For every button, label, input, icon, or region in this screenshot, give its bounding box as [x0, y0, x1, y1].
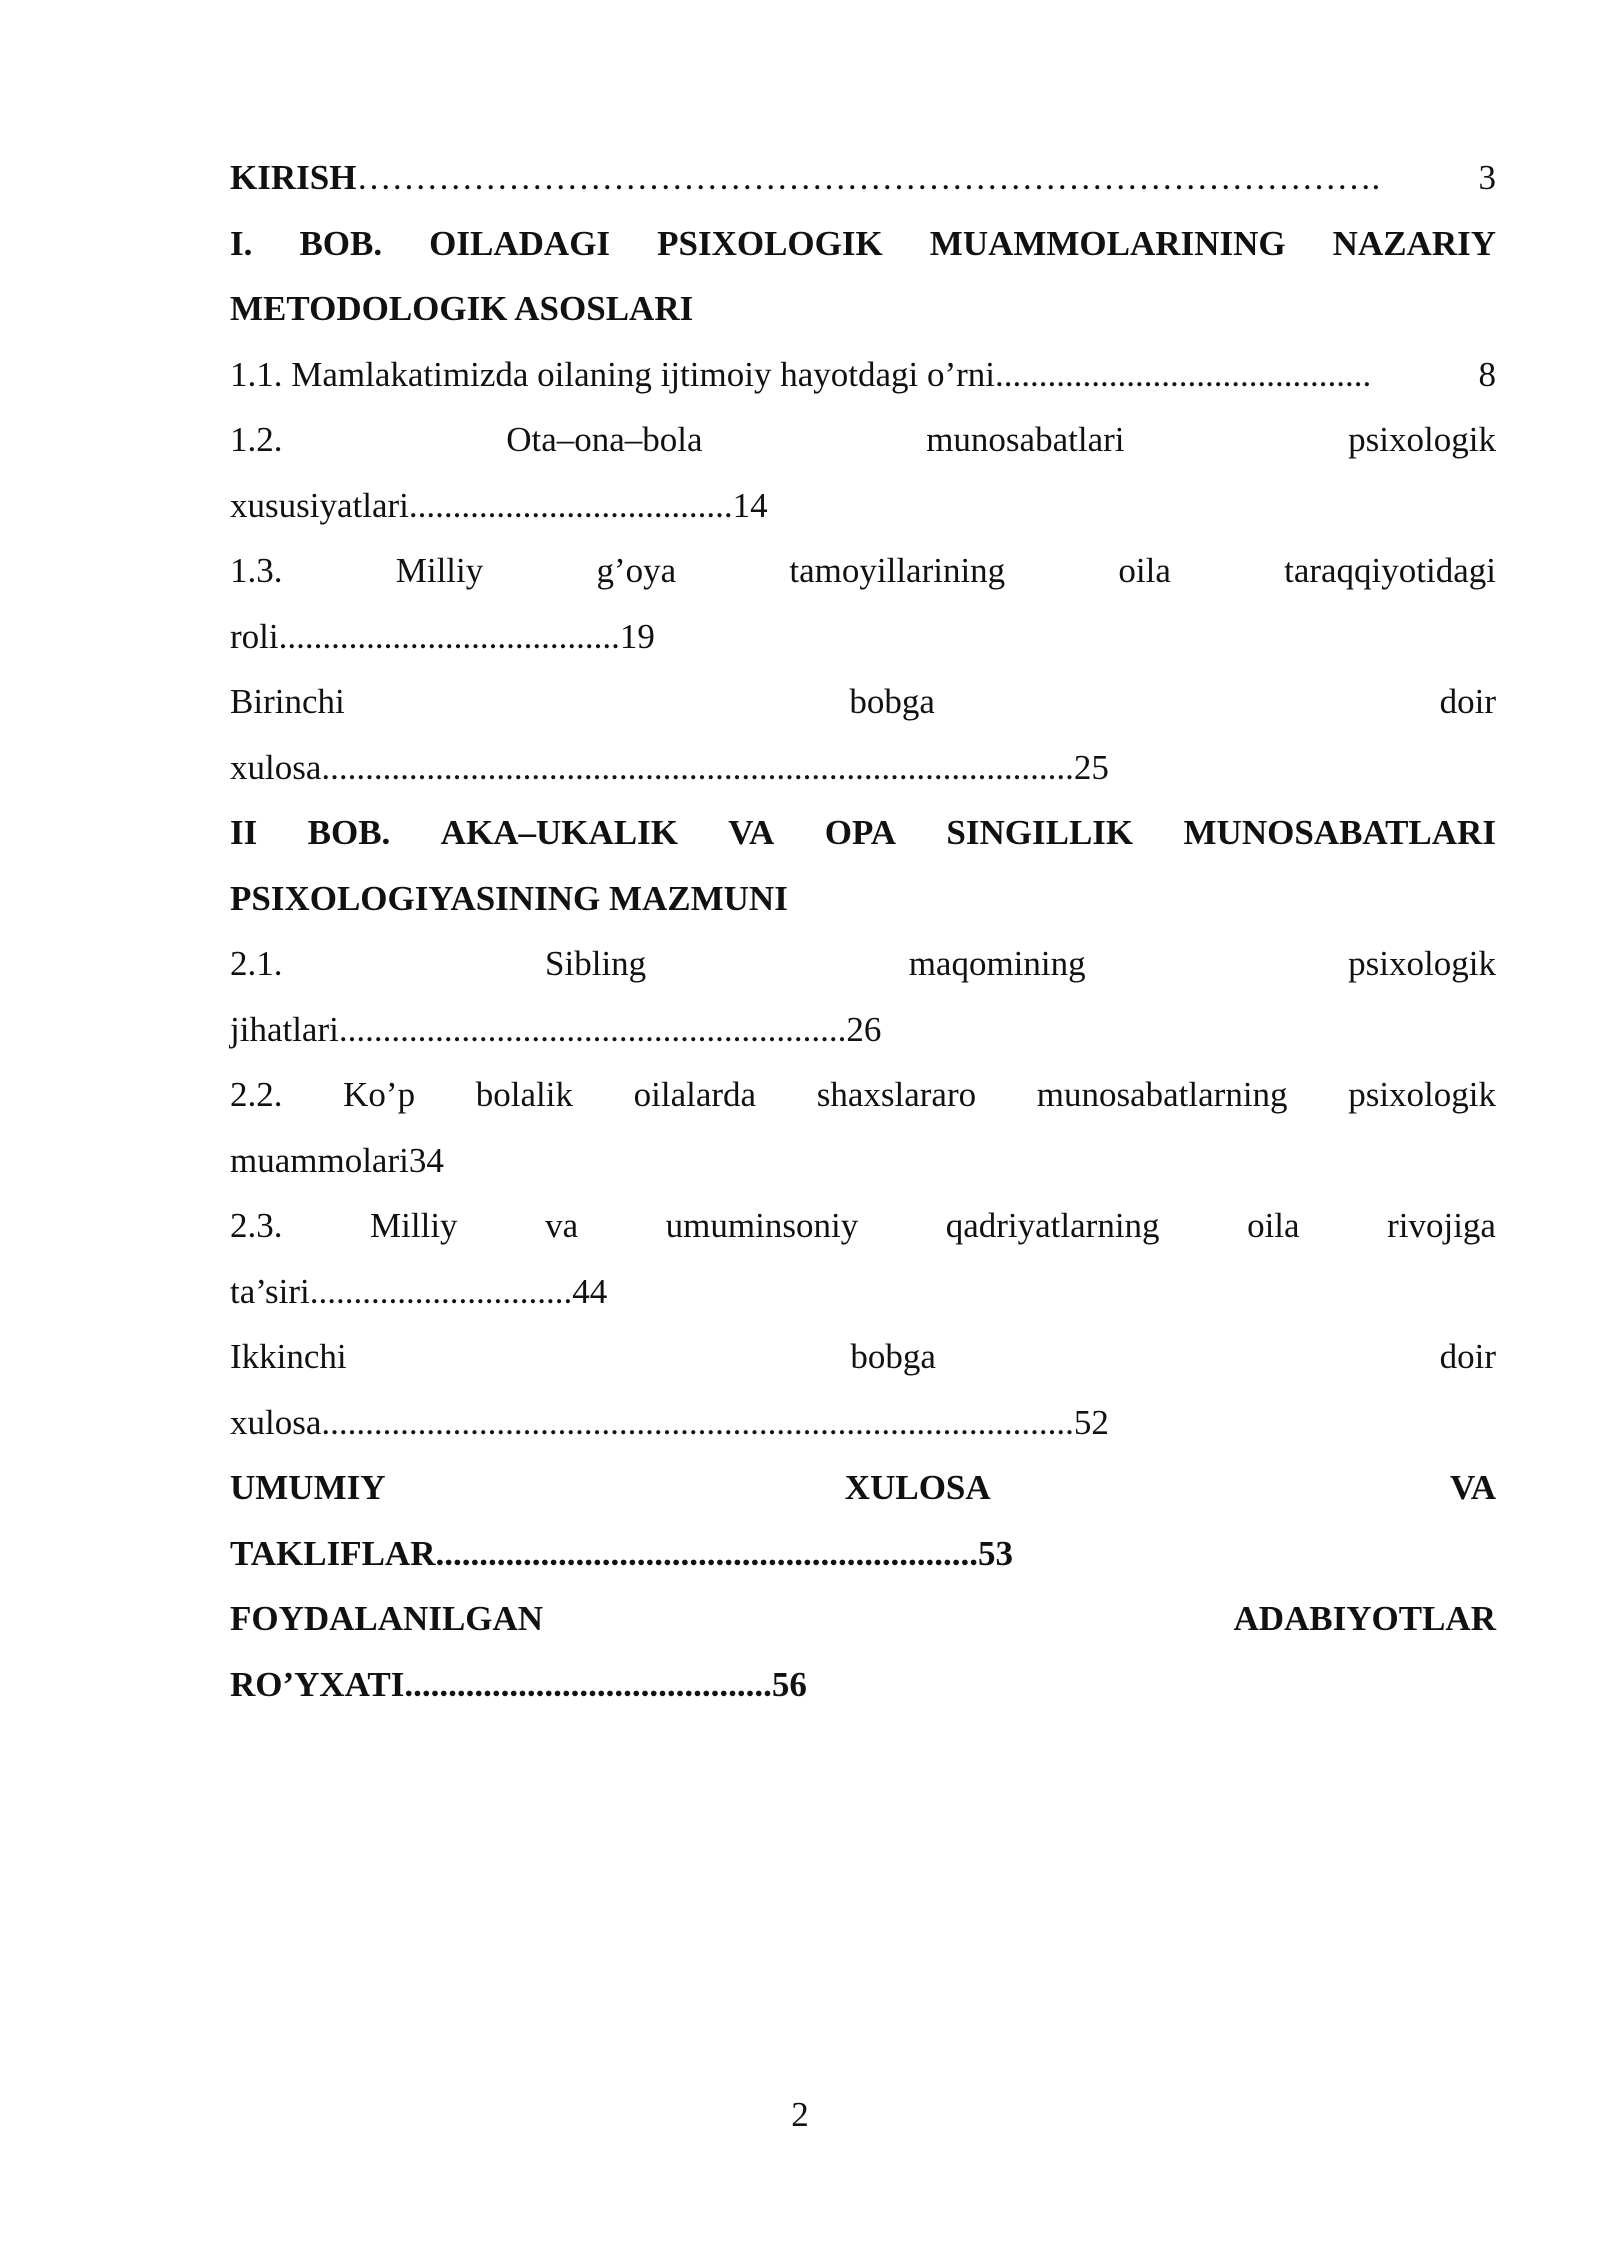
toc-page-number: 52	[1073, 1402, 1109, 1442]
toc-chapter2-title-cont: PSIXOLOGIYASINING MAZMUNI	[230, 878, 788, 918]
toc-entry-1-1	[230, 342, 1496, 408]
toc-word: 2.2.	[230, 1075, 283, 1114]
toc-word: BOB.	[307, 813, 391, 852]
toc-chapter1-title	[230, 211, 1496, 277]
toc-word: OILADAGI	[429, 223, 611, 263]
toc-word: psixologik	[1348, 944, 1496, 983]
toc-word: OPA	[824, 813, 897, 852]
toc-word: oilalarda	[633, 1075, 757, 1114]
toc-word: doir	[1439, 682, 1496, 721]
toc-word: va	[545, 1206, 579, 1245]
toc-entry-label: jihatlari	[230, 1009, 339, 1049]
toc-entry-1-3	[230, 538, 1496, 604]
toc-entry-label: 1.1. Mamlakatimizda oilaning ijtimoiy hayotdagi o’rni	[230, 354, 995, 394]
toc-word: FOYDALANILGAN	[230, 1599, 544, 1638]
toc-entry-label: xulosa	[230, 1402, 322, 1442]
toc-word: qadriyatlarning	[945, 1206, 1160, 1245]
toc-word: shaxslararo	[816, 1075, 977, 1114]
toc-leader-dots: ..............................................................	[435, 1533, 978, 1573]
toc-word: psixologik	[1348, 420, 1496, 459]
toc-word: tamoyillarining	[789, 551, 1006, 590]
toc-entry-c1-conclusion-cont	[230, 735, 1496, 801]
toc-entry-label: TAKLIFLAR	[230, 1533, 436, 1573]
toc-word: oila	[1118, 551, 1171, 590]
toc-entry-label: roli	[230, 616, 279, 656]
toc-word: Ikkinchi	[230, 1337, 347, 1376]
toc-word: BOB.	[299, 223, 383, 263]
toc-entry-2-3	[230, 1193, 1496, 1259]
toc-word: 2.3.	[230, 1206, 283, 1245]
toc-word: doir	[1439, 1337, 1496, 1376]
toc-word: II	[230, 813, 258, 852]
toc-page-number: 19	[619, 616, 655, 656]
toc-entry-2-1-cont	[230, 997, 1496, 1063]
toc-entry-general-conclusion-cont	[230, 1521, 1496, 1587]
toc-entry-1-2	[230, 407, 1496, 473]
toc-entry-label: xususiyatlari	[230, 485, 409, 525]
toc-word: bobga	[850, 1337, 936, 1376]
toc-word: 2.1.	[230, 944, 283, 983]
toc-entry-2-2-cont: muammolari34	[230, 1140, 444, 1180]
toc-chapter2-title	[230, 800, 1496, 866]
table-of-contents	[230, 145, 1496, 1717]
toc-entry-general-conclusion	[230, 1455, 1496, 1521]
toc-word: bolalik	[475, 1075, 573, 1114]
toc-entry-c2-conclusion	[230, 1324, 1496, 1390]
toc-entry-references-cont	[230, 1652, 1496, 1718]
toc-word: rivojiga	[1387, 1206, 1496, 1245]
toc-entry-2-2	[230, 1062, 1496, 1128]
toc-word: maqomining	[908, 944, 1086, 983]
toc-word: I.	[230, 223, 253, 263]
page-number: 2	[791, 2095, 809, 2134]
toc-word: 1.3.	[230, 551, 283, 590]
toc-page-number: 44	[572, 1271, 608, 1311]
toc-word: VA	[1449, 1468, 1496, 1507]
toc-entry-label: KIRISH	[230, 158, 357, 197]
toc-word: PSIXOLOGIK	[657, 223, 883, 263]
toc-word: Milliy	[370, 1206, 458, 1245]
toc-word: UMUMIY	[230, 1468, 386, 1507]
toc-page-number: 14	[732, 485, 768, 525]
toc-entry-kirish	[230, 145, 1496, 211]
toc-word: munosabatlari	[926, 420, 1125, 459]
toc-word: MUAMMOLARINING	[929, 223, 1286, 263]
toc-word: oila	[1247, 1206, 1300, 1245]
toc-leader-dots: ..........................................................	[338, 1009, 847, 1049]
toc-entry-2-3-cont	[230, 1259, 1496, 1325]
toc-word: Ota–ona–bola	[506, 420, 703, 459]
toc-word: munosabatlarning	[1036, 1075, 1288, 1114]
toc-entry-label: RO’YXATI	[230, 1664, 405, 1704]
toc-entry-1-2-cont	[230, 473, 1496, 539]
toc-entry-references	[230, 1586, 1496, 1652]
toc-entry-label: xulosa	[230, 747, 322, 787]
toc-word: VA	[728, 813, 775, 852]
toc-page-number: 3	[1478, 158, 1496, 197]
toc-leader-dots: …………………………………………………………………………….	[356, 158, 1381, 197]
toc-word: ADABIYOTLAR	[1233, 1599, 1496, 1638]
toc-word: MUNOSABATLARI	[1183, 813, 1496, 852]
toc-leader-dots: ...........................................	[995, 354, 1372, 394]
toc-page-number: 26	[846, 1009, 882, 1049]
toc-leader-dots: ......................................................................................	[321, 747, 1074, 787]
toc-page-number: 56	[771, 1664, 807, 1704]
toc-word: Sibling	[545, 944, 647, 983]
toc-page-number: 53	[978, 1533, 1013, 1573]
toc-word: Birinchi	[230, 682, 345, 721]
toc-leader-dots: .....................................	[408, 485, 733, 525]
toc-word: bobga	[849, 682, 935, 721]
toc-page-number: 25	[1073, 747, 1109, 787]
toc-word: Milliy	[395, 551, 484, 590]
toc-leader-dots: ..............................	[309, 1271, 573, 1311]
toc-chapter1-title-cont: METODOLOGIK ASOSLARI	[230, 289, 694, 328]
toc-word: Ko’p	[343, 1075, 416, 1114]
toc-word: XULOSA	[844, 1468, 991, 1507]
toc-leader-dots: ......................................................................................	[321, 1402, 1074, 1442]
toc-word: NAZARIY	[1332, 223, 1496, 263]
toc-word: psixologik	[1348, 1075, 1496, 1114]
toc-word: 1.2.	[230, 420, 283, 459]
toc-entry-2-1	[230, 931, 1496, 997]
toc-entry-c2-conclusion-cont	[230, 1390, 1496, 1456]
toc-word: umuminsoniy	[665, 1206, 859, 1245]
toc-entry-1-3-cont	[230, 604, 1496, 670]
toc-leader-dots: .......................................	[278, 616, 620, 656]
toc-entry-c1-conclusion	[230, 669, 1496, 735]
toc-word: taraqqiyotidagi	[1284, 551, 1496, 590]
toc-page-number: 8	[1478, 354, 1496, 394]
toc-word: SINGILLIK	[946, 813, 1134, 852]
toc-entry-label: ta’siri	[230, 1271, 310, 1311]
toc-leader-dots: ..........................................	[404, 1664, 772, 1704]
toc-word: g’oya	[596, 551, 677, 590]
toc-word: AKA–UKALIK	[440, 813, 678, 852]
